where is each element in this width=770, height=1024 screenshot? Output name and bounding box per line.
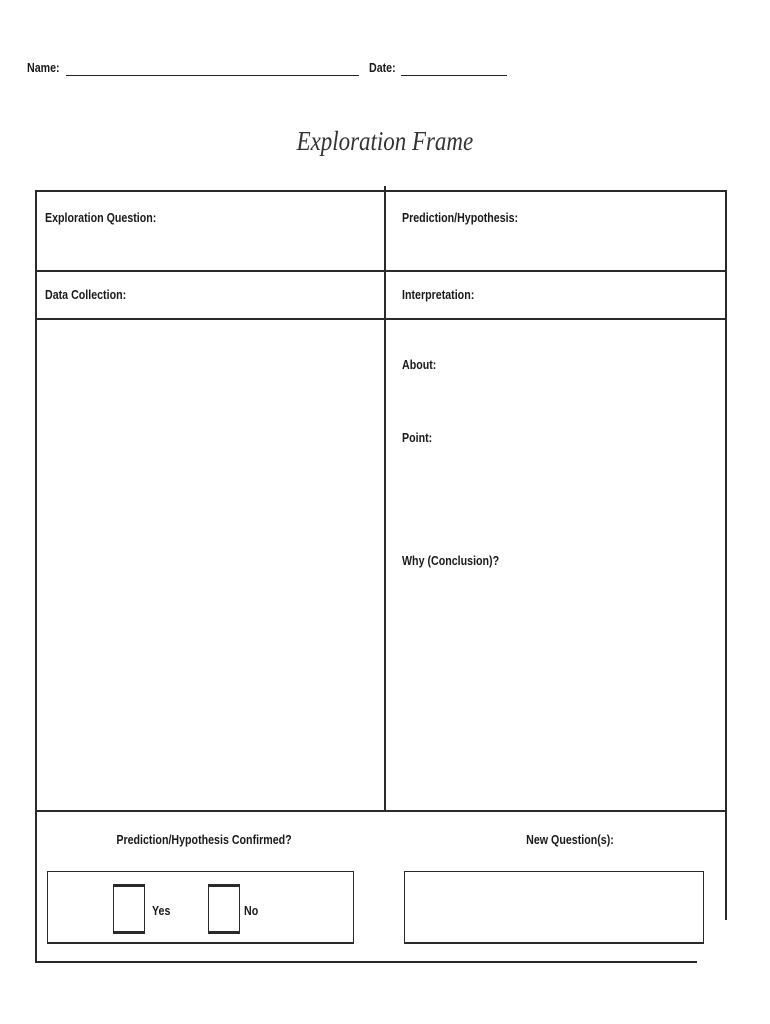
prediction-hypothesis-label: Prediction/Hypothesis: — [402, 210, 519, 225]
row1-divider — [35, 270, 727, 272]
point-label: Point: — [402, 430, 433, 445]
row3-divider — [35, 810, 727, 812]
data-collection-label: Data Collection: — [45, 287, 127, 302]
date-label: Date: — [369, 60, 396, 75]
name-label: Name: — [27, 60, 60, 75]
about-label: About: — [402, 357, 437, 372]
why-conclusion-label: Why (Conclusion)? — [402, 553, 500, 568]
date-field[interactable] — [401, 75, 507, 76]
no-checkbox[interactable] — [208, 884, 240, 934]
prediction-hypothesis-cell[interactable] — [386, 192, 725, 270]
no-label: No — [244, 903, 259, 918]
new-questions-box[interactable] — [404, 871, 704, 944]
confirmed-label: Prediction/Hypothesis Confirmed? — [116, 832, 292, 847]
confirmed-box — [47, 871, 354, 944]
yes-checkbox[interactable] — [113, 884, 145, 934]
data-collection-area[interactable] — [37, 320, 384, 810]
name-field[interactable] — [66, 75, 359, 76]
new-questions-label: New Question(s): — [526, 832, 614, 847]
frame-bottom-line — [35, 961, 697, 963]
exploration-question-label: Exploration Question: — [45, 210, 157, 225]
exploration-question-cell[interactable] — [37, 192, 384, 270]
interpretation-label: Interpretation: — [402, 287, 475, 302]
yes-label: Yes — [152, 903, 171, 918]
page-title: Exploration Frame — [296, 126, 474, 156]
